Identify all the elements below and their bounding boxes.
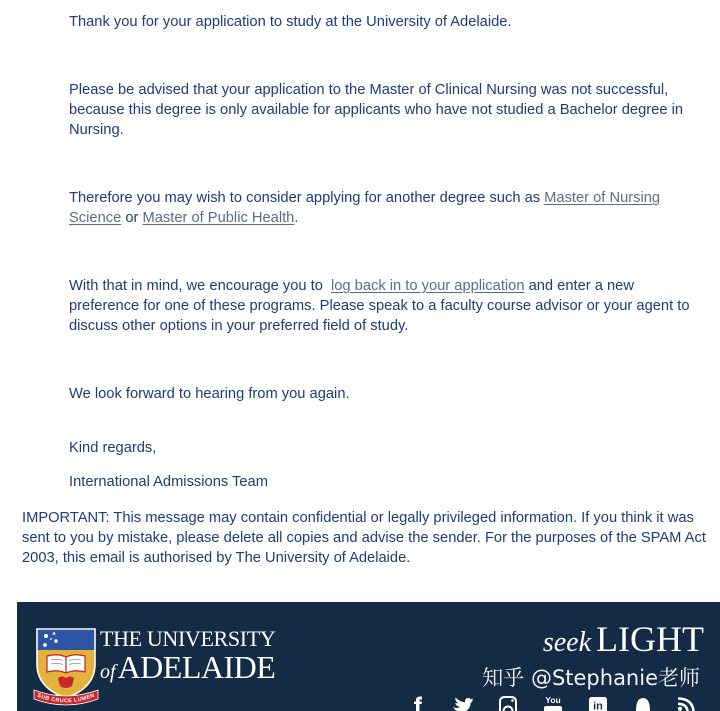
open-book-icon xyxy=(47,655,85,673)
tagline-seek: seek xyxy=(542,627,592,658)
alternatives-paragraph xyxy=(69,188,701,228)
log-back-in-link[interactable]: log back in to your application xyxy=(331,278,525,294)
youtube-icon-label: You xyxy=(545,695,561,705)
master-of-public-health-link[interactable]: Master of Public Health xyxy=(142,210,295,226)
instagram-icon[interactable] xyxy=(497,695,519,711)
next-steps-intro-text: With that in mind, we encourage you to xyxy=(69,278,323,294)
next-steps-rest-text: and enter a new preference for one of these programs. Please speak to a faculty course advisor or your agent to discuss other options in your preferred field of study. xyxy=(69,278,690,334)
tagline-light: LIGHT xyxy=(596,619,704,659)
seek-light-tagline xyxy=(543,619,704,667)
next-steps-paragraph xyxy=(69,276,701,336)
sign-off: Kind regards, xyxy=(69,440,157,456)
rss-icon[interactable] xyxy=(675,695,697,711)
signature: International Admissions Team xyxy=(69,474,268,490)
crest-chief xyxy=(38,630,94,650)
closing-line: We look forward to hearing from you again. xyxy=(69,386,350,402)
crest-motto: SUB CRUCE LUMEN xyxy=(36,692,96,705)
twitter-icon[interactable] xyxy=(451,695,473,711)
linkedin-icon-label: in xyxy=(593,700,603,711)
snapchat-icon[interactable] xyxy=(632,695,654,711)
university-name-line-1: THE UNIVERSITY xyxy=(100,626,276,651)
youtube-icon[interactable] xyxy=(542,695,564,711)
master-of-nursing-science-link[interactable]: Master of Nursing Science xyxy=(69,190,661,226)
university-name-line-2 xyxy=(100,649,275,692)
university-name-adelaide: ADELAIDE xyxy=(117,649,276,685)
decision-paragraph: Please be advised that your application to the Master of Clinical Nursing was not successful, because this degree is only available for applicants who have not studied a Bachelor degree in Nursing. xyxy=(69,82,684,138)
university-crest-logo[interactable] xyxy=(33,626,99,708)
university-name-of: of xyxy=(100,661,116,683)
alternatives-end-text: . xyxy=(294,210,299,226)
disclaimer-paragraph: IMPORTANT: This message may contain confidential or legally privileged information. If you think it was sent to you by mistake, please delete all copies and advise the sender. For the purposes of the SPAM Act 2003, this email is authorised by The University of Adelaide. xyxy=(22,510,706,566)
alternatives-joiner-text: or xyxy=(121,210,143,226)
greeting-line: Thank you for your application to study at the University of Adelaide. xyxy=(69,14,512,30)
zhihu-watermark: 知乎 @Stephanie老师 xyxy=(482,666,700,690)
email-footer-banner xyxy=(17,602,720,711)
linkedin-icon[interactable] xyxy=(587,695,609,711)
facebook-icon[interactable] xyxy=(407,695,429,711)
alternatives-intro-text: Therefore you may wish to consider applying for another degree such as xyxy=(69,190,545,206)
